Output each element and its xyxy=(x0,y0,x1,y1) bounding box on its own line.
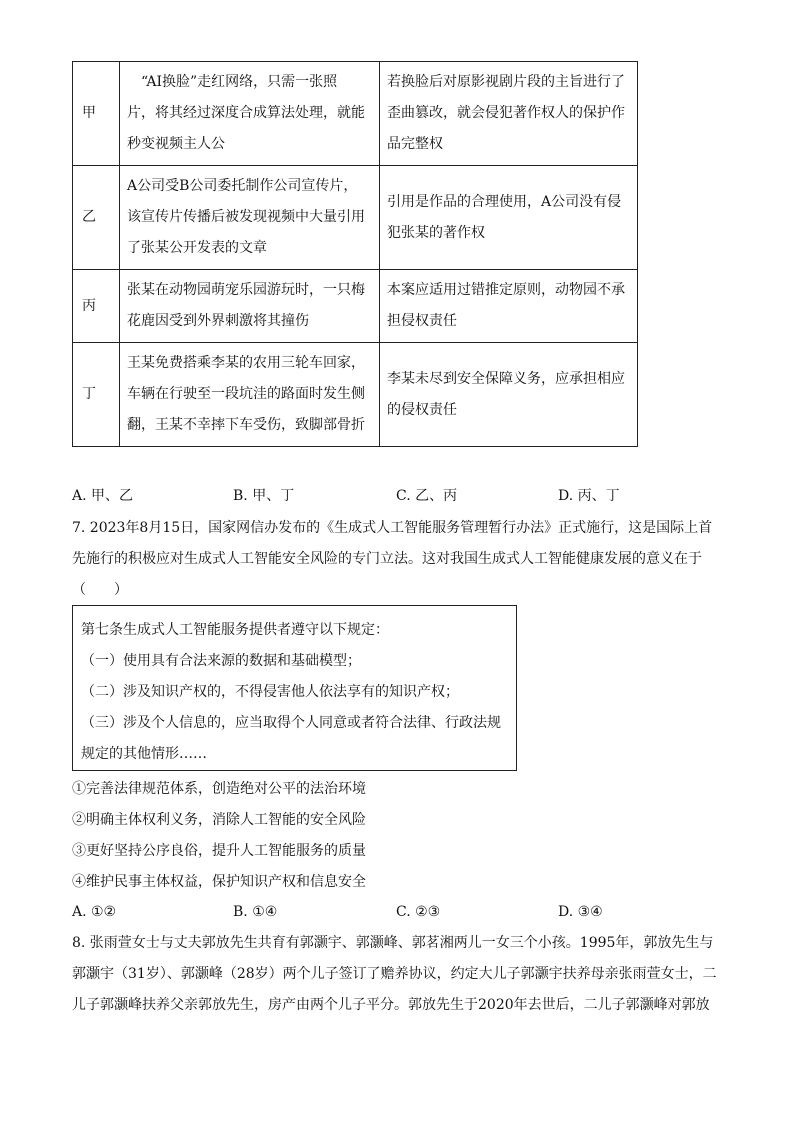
row-label: 甲 xyxy=(73,62,120,166)
statement-2: ②明确主体权利义务，消除人工智能的安全风险 xyxy=(72,812,366,828)
text-line: 若换脸后对原影视剧片段的主旨进行了 xyxy=(387,74,625,90)
text-line: （三）涉及个人信息的，应当取得个人同意或者符合法律、行政法规 xyxy=(81,715,501,731)
statement-1: ①完善法律规范体系，创造绝对公平的法治环境 xyxy=(72,781,366,797)
option-a[interactable]: A. 甲、乙 xyxy=(72,488,134,504)
option-d[interactable]: D. 丙、丁 xyxy=(558,488,620,504)
option-c[interactable]: C. ②③ xyxy=(396,904,441,920)
case-fact xyxy=(120,62,380,166)
text-line: 翻，王某不幸摔下车受伤，致脚部骨折 xyxy=(127,417,365,433)
text-line: 本案应适用过错推定原则，动物园不承 xyxy=(387,282,625,298)
text-line: 片，将其经过深度合成算法处理，就能 xyxy=(127,105,365,121)
case-fact xyxy=(120,166,380,270)
q7-stem xyxy=(72,513,722,606)
text-line: 花鹿因受到外界刺激将其撞伤 xyxy=(127,313,309,329)
table-row xyxy=(73,270,638,343)
text-line: 第七条生成式人工智能服务提供者遵守以下规定： xyxy=(81,622,389,638)
text-line: 车辆在行驶至一段坑洼的路面时发生侧 xyxy=(127,386,365,402)
text-line: （ ） xyxy=(72,582,128,598)
text-line: 了张某公开发表的文章 xyxy=(127,240,267,256)
statement-4: ④维护民事主体权益，保护知识产权和信息安全 xyxy=(72,874,366,890)
text-line: 的侵权责任 xyxy=(387,401,457,418)
regulation-excerpt-box xyxy=(72,605,517,771)
text-line: 8. 张雨萱女士与丈夫郭放先生共育有郭灏宇、郭灏峰、郭茗湘两儿一女三个小孩。1995年，郭放先生与 xyxy=(72,935,714,951)
text-line: 犯张某的著作权 xyxy=(387,224,485,241)
text-line: 儿子郭灏峰扶养父亲郭放先生，房产由两个儿子平分。郭放先生于2020年去世后，二儿子郭灏峰对郭放 xyxy=(72,997,710,1013)
q6-options xyxy=(72,484,732,508)
statement-3: ③更好坚持公序良俗，提升人工智能服务的质量 xyxy=(72,843,366,859)
case-fact xyxy=(120,270,380,343)
q8-stem xyxy=(72,928,722,1021)
text-line: （一）使用具有合法来源的数据和基础模型； xyxy=(81,653,361,669)
text-line: 李某未尽到安全保障义务，应承担相应 xyxy=(387,370,625,387)
text-line: A公司受B公司委托制作公司宣传片， xyxy=(127,178,358,194)
text-line: （二）涉及知识产权的，不得侵害他人依法享有的知识产权； xyxy=(81,684,459,700)
text-line: 引用是作品的合理使用，A公司没有侵 xyxy=(387,193,622,210)
text-line: 规定的其他情形…… xyxy=(81,746,207,762)
case-judgment xyxy=(380,62,638,166)
case-judgment xyxy=(380,270,638,343)
row-label: 丁 xyxy=(73,343,120,447)
row-label: 乙 xyxy=(73,166,120,270)
row-label: 丙 xyxy=(73,270,120,343)
text-line: 王某免费搭乘李某的农用三轮车回家， xyxy=(127,355,365,371)
option-b[interactable]: B. ①④ xyxy=(233,904,278,920)
case-table xyxy=(72,61,638,447)
option-b[interactable]: B. 甲、丁 xyxy=(233,488,295,504)
text-line: 该宣传片传播后被发现视频中大量引用 xyxy=(127,209,365,225)
option-d[interactable]: D. ③④ xyxy=(558,904,603,920)
table-row xyxy=(73,343,638,447)
text-line: 张某在动物园萌宠乐园游玩时，一只梅 xyxy=(127,282,365,298)
case-judgment xyxy=(380,166,638,270)
text-line: “AI换脸”走红网络，只需一张照 xyxy=(141,74,338,90)
option-c[interactable]: C. 乙、丙 xyxy=(396,488,458,504)
text-line: 郭灏宇（31岁）、郭灏峰（28岁）两个儿子签订了赡养协议，约定大儿子郭灏宇扶养母亲张雨萱女士，二 xyxy=(72,966,717,982)
text-line: 秒变视频主人公 xyxy=(127,136,225,152)
table-row xyxy=(73,166,638,270)
text-line: 品完整权 xyxy=(387,136,443,152)
option-a[interactable]: A. ①② xyxy=(72,904,117,920)
table-row xyxy=(73,62,638,166)
text-line: 7. 2023年8月15日，国家网信办发布的《生成式人工智能服务管理暂行办法》正式施行，这是国际上首 xyxy=(72,520,713,536)
text-line: 歪曲篡改，就会侵犯著作权人的保护作 xyxy=(387,105,625,121)
q7-options xyxy=(72,900,732,924)
case-fact xyxy=(120,343,380,447)
text-line: 担侵权责任 xyxy=(387,313,457,329)
text-line: 先施行的积极应对生成式人工智能安全风险的专门立法。这对我国生成式人工智能健康发展的意义在于 xyxy=(72,551,702,567)
case-judgment xyxy=(380,343,638,447)
